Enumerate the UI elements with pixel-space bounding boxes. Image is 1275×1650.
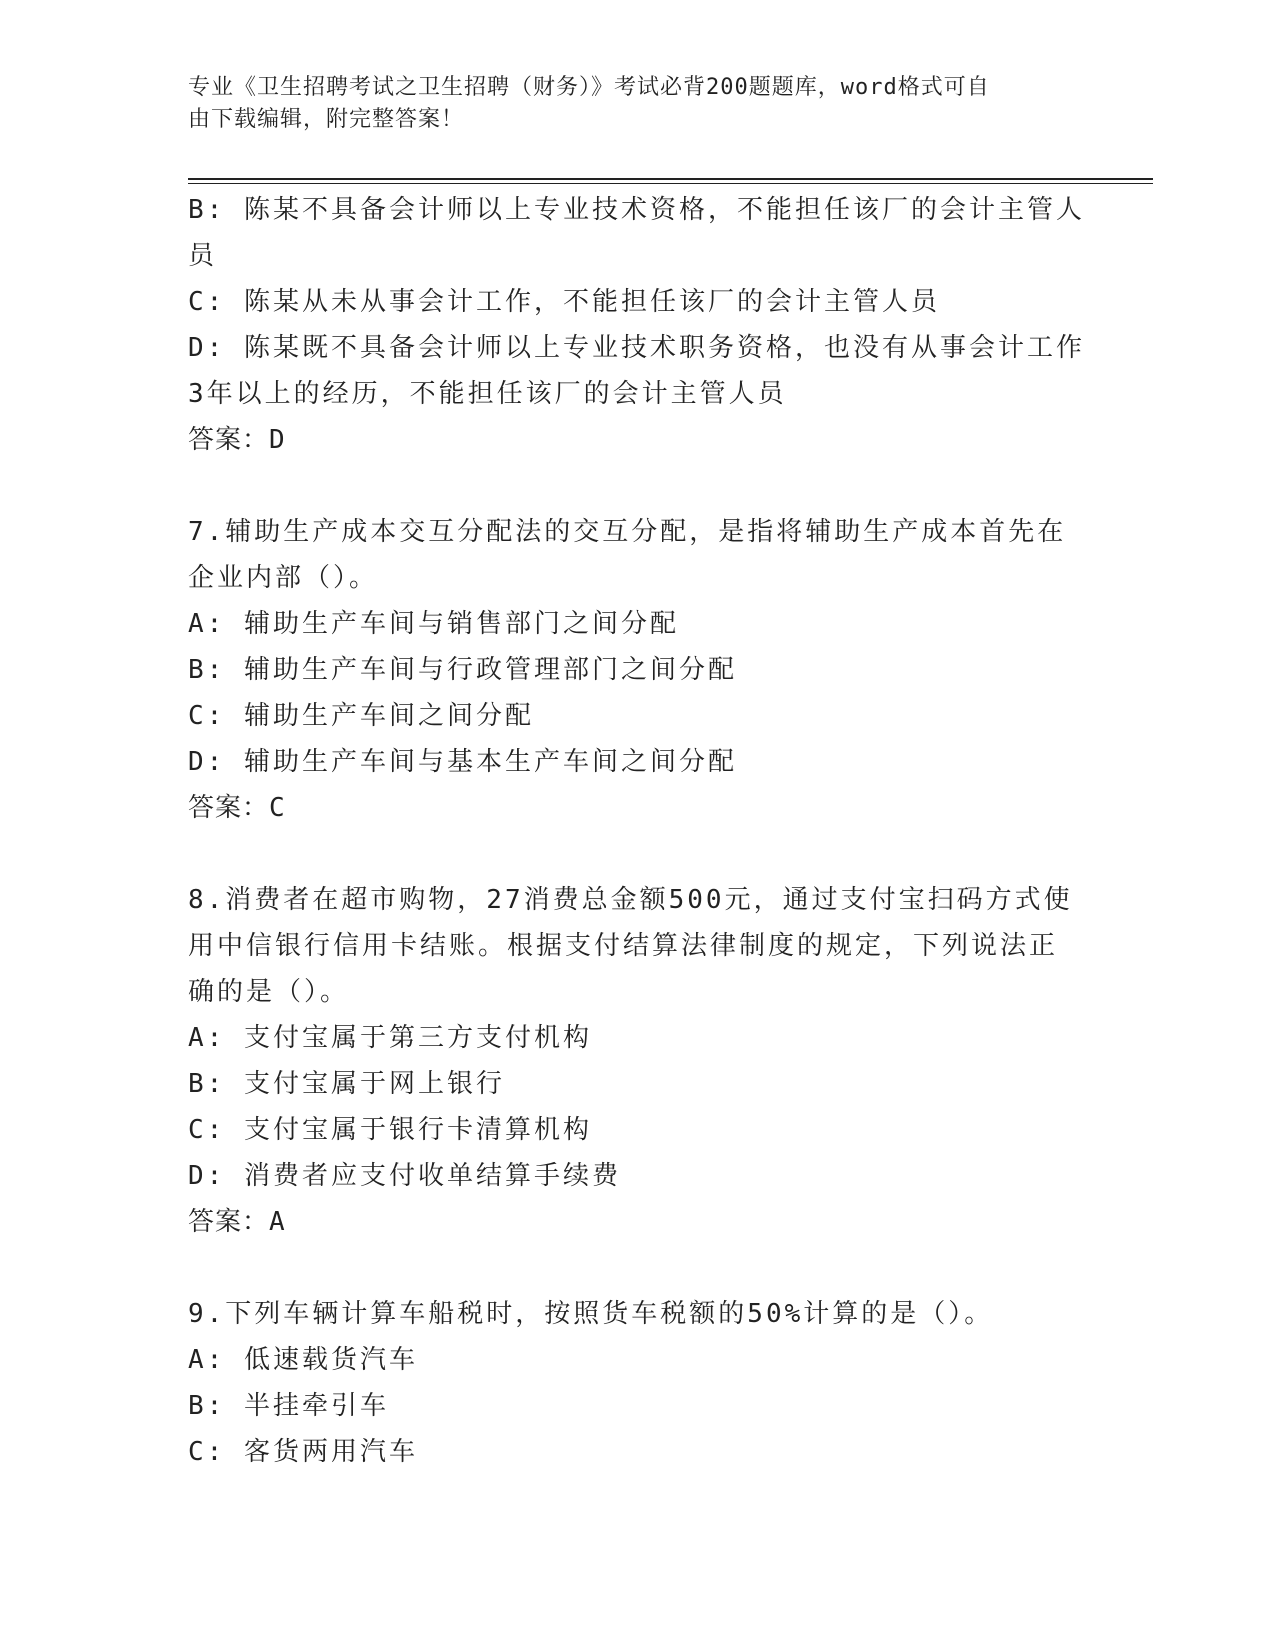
option-b: B: 辅助生产车间与行政管理部门之间分配 bbox=[188, 655, 737, 685]
header-divider-thin bbox=[188, 183, 1153, 184]
question-stem: 7.辅助生产成本交互分配法的交互分配，是指将辅助生产成本首先在 bbox=[188, 517, 1067, 547]
option-c: C: 辅助生产车间之间分配 bbox=[188, 701, 534, 731]
spacer bbox=[188, 463, 1088, 509]
question-stem-continued: 企业内部（）。 bbox=[188, 563, 379, 593]
option-d: D: 消费者应支付收单结算手续费 bbox=[188, 1161, 621, 1191]
question-stem-continued: 确的是（）。 bbox=[188, 977, 350, 1007]
question-9 bbox=[188, 1291, 1088, 1475]
header-divider-thick bbox=[188, 178, 1153, 180]
answer: 答案：A bbox=[188, 1207, 286, 1237]
answer: 答案：D bbox=[188, 425, 286, 455]
option-c: C: 陈某从未从事会计工作，不能担任该厂的会计主管人员 bbox=[188, 287, 940, 317]
option-a: A: 辅助生产车间与销售部门之间分配 bbox=[188, 609, 679, 639]
spacer bbox=[188, 831, 1088, 877]
question-8 bbox=[188, 877, 1088, 1245]
spacer bbox=[188, 1245, 1088, 1291]
question-stem: 9.下列车辆计算车船税时，按照货车税额的50%计算的是（）。 bbox=[188, 1299, 994, 1329]
option-a: A: 低速载货汽车 bbox=[188, 1345, 418, 1375]
document-header bbox=[188, 72, 1068, 136]
header-title-line-1: 专业《卫生招聘考试之卫生招聘（财务）》考试必背200题题库，word格式可自 bbox=[188, 75, 990, 100]
option-d-continued: 3年以上的经历，不能担任该厂的会计主管人员 bbox=[188, 379, 787, 409]
option-c: C: 支付宝属于银行卡清算机构 bbox=[188, 1115, 592, 1145]
question-7 bbox=[188, 509, 1088, 831]
option-b: B: 半挂牵引车 bbox=[188, 1391, 389, 1421]
header-title-line-2: 由下载编辑，附完整答案！ bbox=[188, 107, 465, 132]
answer: 答案：C bbox=[188, 793, 286, 823]
option-b: B: 陈某不具备会计师以上专业技术资格，不能担任该厂的会计主管人 bbox=[188, 195, 1085, 225]
option-a: A: 支付宝属于第三方支付机构 bbox=[188, 1023, 592, 1053]
question-list bbox=[188, 187, 1088, 1475]
option-b: B: 支付宝属于网上银行 bbox=[188, 1069, 505, 1099]
question-6-tail bbox=[188, 187, 1088, 463]
option-d: D: 辅助生产车间与基本生产车间之间分配 bbox=[188, 747, 737, 777]
question-stem: 8.消费者在超市购物，27消费总金额500元，通过支付宝扫码方式使 bbox=[188, 885, 1073, 915]
option-b-continued: 员 bbox=[188, 241, 218, 271]
option-d: D: 陈某既不具备会计师以上专业技术职务资格，也没有从事会计工作 bbox=[188, 333, 1085, 363]
option-c: C: 客货两用汽车 bbox=[188, 1437, 418, 1467]
question-stem-continued: 用中信银行信用卡结账。根据支付结算法律制度的规定，下列说法正 bbox=[188, 931, 1059, 961]
